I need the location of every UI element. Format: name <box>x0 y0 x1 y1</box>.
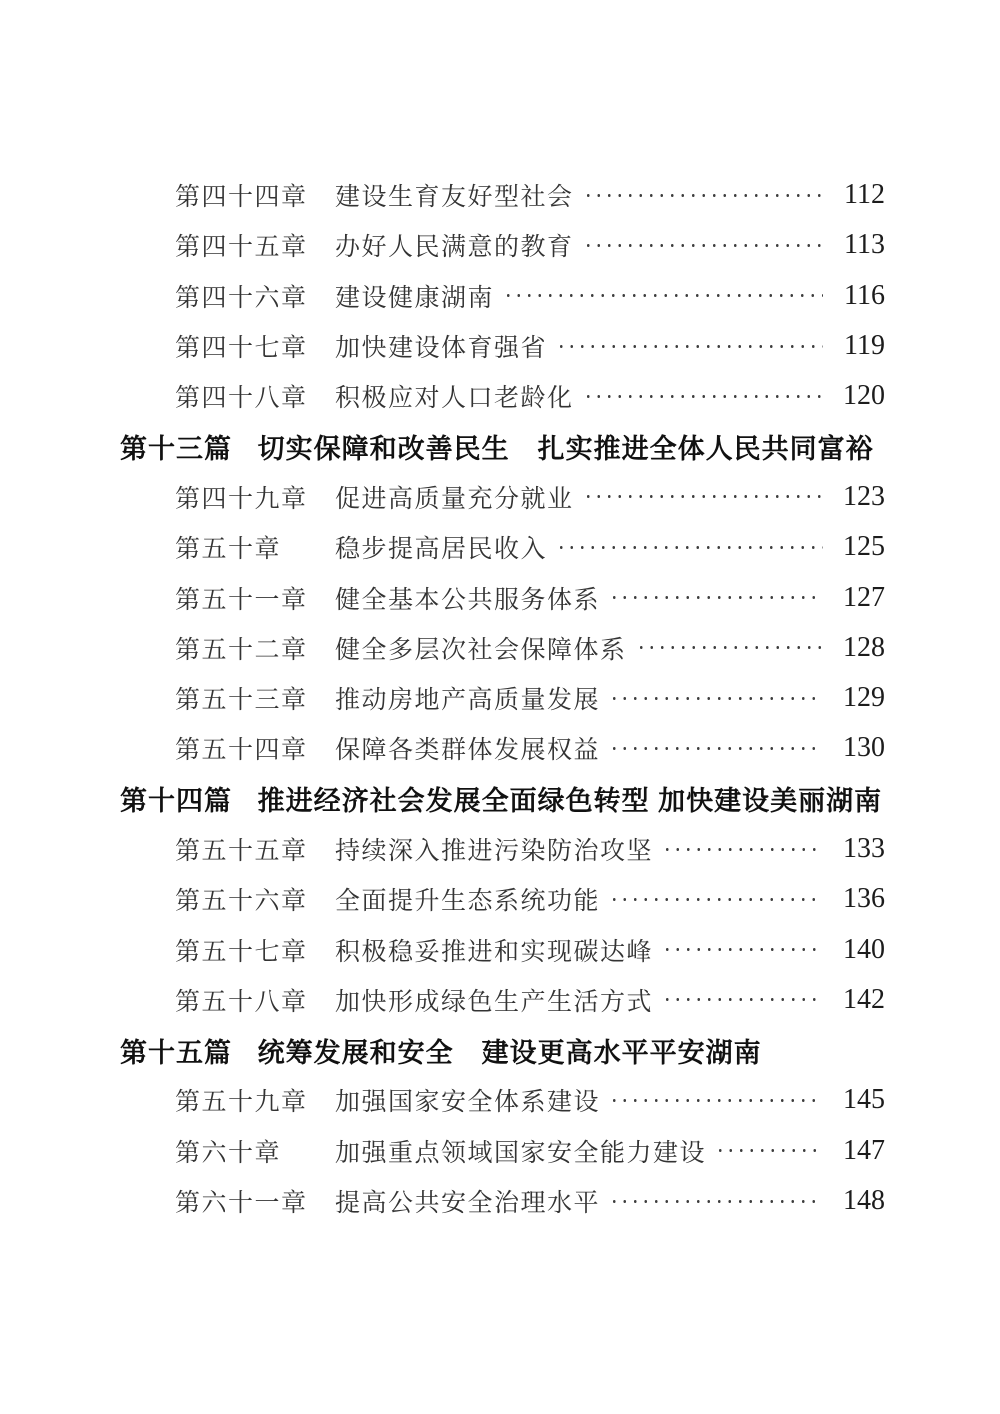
chapter-label: 第六十一章 <box>175 1190 308 1218</box>
toc-entry <box>120 824 885 874</box>
chapter-label: 第四十六章 <box>175 284 308 312</box>
dot-leader <box>662 948 823 951</box>
entry-title: 推动房地产高质量发展 <box>335 687 601 715</box>
toc-entry <box>120 1126 885 1176</box>
table-of-contents <box>120 170 885 1226</box>
entry-title: 办好人民满意的教育 <box>335 234 574 262</box>
chapter-label: 第六十章 <box>175 1139 282 1167</box>
chapter-label: 第四十五章 <box>175 234 308 262</box>
entry-title: 积极应对人口老龄化 <box>335 385 574 413</box>
toc-entry <box>120 371 885 421</box>
page-number: 142 <box>843 983 885 1015</box>
section-title: 推进经济社会发展全面绿色转型 加快建设美丽湖南 <box>257 786 883 817</box>
section-number: 第十五篇 <box>120 1037 232 1068</box>
page-number: 140 <box>843 933 885 965</box>
entry-title: 稳步提高居民收入 <box>335 536 548 564</box>
chapter-label: 第五十七章 <box>175 938 308 966</box>
page-number: 120 <box>843 380 885 412</box>
page-number: 130 <box>843 732 885 764</box>
page-number: 148 <box>843 1185 885 1217</box>
toc-entry <box>120 220 885 270</box>
chapter-label: 第四十七章 <box>175 335 308 363</box>
section-heading <box>120 774 885 824</box>
chapter-label: 第五十二章 <box>175 636 308 664</box>
chapter-label: 第四十四章 <box>175 184 308 212</box>
toc-entry <box>120 522 885 572</box>
toc-entry <box>120 572 885 622</box>
dot-leader <box>609 1099 823 1102</box>
page-number: 129 <box>843 682 885 714</box>
section-title: 统筹发展和安全 建设更高水平平安湖南 <box>257 1037 762 1068</box>
entry-title: 加强国家安全体系建设 <box>335 1089 601 1117</box>
dot-leader <box>609 898 823 901</box>
page-number: 133 <box>843 833 885 864</box>
entry-title: 积极稳妥推进和实现碳达峰 <box>335 938 654 966</box>
entry-title: 加快形成绿色生产生活方式 <box>335 988 654 1016</box>
page-number: 113 <box>844 229 885 261</box>
entry-title: 加强重点领域国家安全能力建设 <box>335 1139 707 1167</box>
entry-title: 建设健康湖南 <box>335 284 495 312</box>
dot-leader <box>662 848 823 851</box>
section-number: 第十三篇 <box>120 434 232 465</box>
section-number: 第十四篇 <box>120 786 232 817</box>
toc-entry <box>120 975 885 1025</box>
chapter-label: 第五十章 <box>175 536 282 564</box>
toc-entry <box>120 623 885 673</box>
dot-leader <box>583 244 823 247</box>
dot-leader <box>503 294 823 297</box>
chapter-label: 第五十三章 <box>175 687 308 715</box>
section-heading <box>120 421 885 471</box>
dot-leader <box>609 697 823 700</box>
dot-leader <box>556 546 823 549</box>
chapter-label: 第五十五章 <box>175 838 308 865</box>
entry-title: 健全多层次社会保障体系 <box>335 636 627 664</box>
dot-leader <box>583 194 823 197</box>
chapter-label: 第五十九章 <box>175 1089 308 1117</box>
chapter-label: 第五十八章 <box>175 988 308 1016</box>
chapter-label: 第四十八章 <box>175 385 308 413</box>
entry-title: 持续深入推进污染防治攻坚 <box>335 838 654 865</box>
dot-leader <box>609 596 823 599</box>
dot-leader <box>662 998 823 1001</box>
dot-leader <box>715 1149 823 1152</box>
dot-leader <box>556 345 823 348</box>
page-number: 128 <box>843 631 885 663</box>
dot-leader <box>583 495 823 498</box>
page-number: 147 <box>843 1134 885 1166</box>
dot-leader <box>583 395 823 398</box>
dot-leader <box>609 747 823 750</box>
page-number: 123 <box>843 480 885 512</box>
toc-entry <box>120 673 885 723</box>
toc-entry <box>120 1075 885 1125</box>
entry-title: 健全基本公共服务体系 <box>335 586 601 614</box>
dot-leader <box>636 646 823 649</box>
toc-entry <box>120 924 885 974</box>
page-number: 119 <box>844 330 885 362</box>
chapter-label: 第五十一章 <box>175 586 308 614</box>
toc-entry <box>120 1176 885 1226</box>
entry-title: 提高公共安全治理水平 <box>335 1190 601 1218</box>
section-heading <box>120 1025 885 1075</box>
toc-entry <box>120 271 885 321</box>
toc-entry <box>120 170 885 220</box>
page-number: 145 <box>843 1084 885 1116</box>
entry-title: 保障各类群体发展权益 <box>335 737 601 765</box>
page-number: 112 <box>844 179 885 211</box>
page-number: 136 <box>843 883 885 915</box>
entry-title: 全面提升生态系统功能 <box>335 888 601 916</box>
page-number: 116 <box>844 279 885 311</box>
dot-leader <box>609 1200 823 1203</box>
entry-title: 建设生育友好型社会 <box>335 184 574 212</box>
page-number: 127 <box>843 581 885 613</box>
toc-entry <box>120 472 885 522</box>
toc-entry <box>120 874 885 924</box>
chapter-label: 第五十四章 <box>175 737 308 765</box>
chapter-label: 第四十九章 <box>175 485 308 513</box>
toc-entry <box>120 723 885 773</box>
entry-title: 加快建设体育强省 <box>335 335 548 363</box>
toc-entry <box>120 321 885 371</box>
section-title: 切实保障和改善民生 扎实推进全体人民共同富裕 <box>257 434 874 465</box>
page-number: 125 <box>843 531 885 563</box>
entry-title: 促进高质量充分就业 <box>335 485 574 513</box>
chapter-label: 第五十六章 <box>175 888 308 916</box>
